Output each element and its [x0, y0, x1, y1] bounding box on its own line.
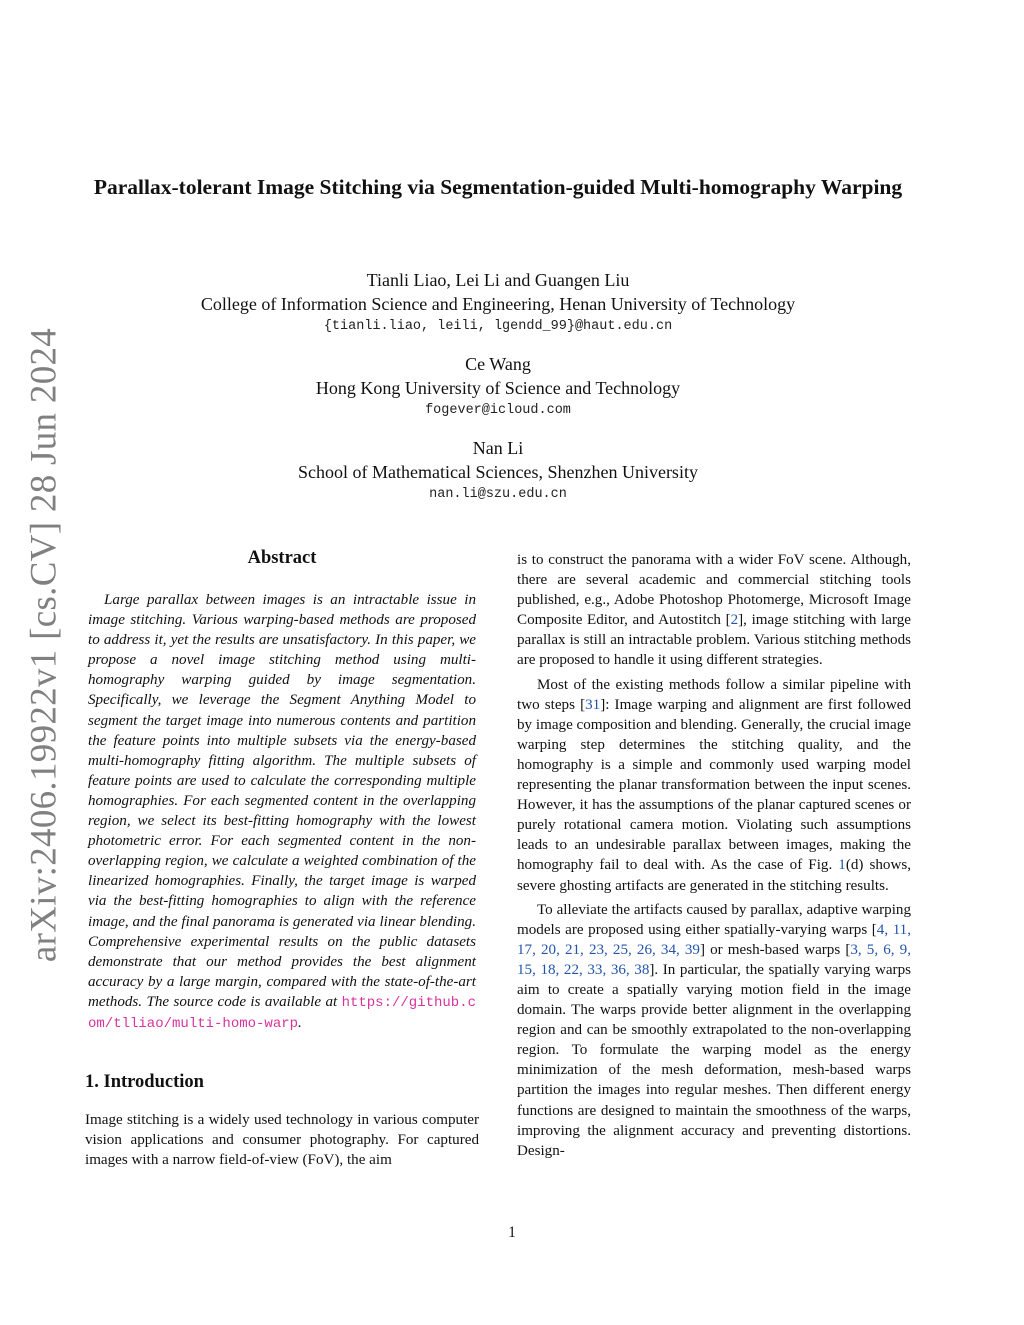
paper-title: Parallax-tolerant Image Stitching via Segmentation-guided Multi-homography Warping: [93, 175, 903, 199]
author-group-1: [90, 268, 906, 338]
intro-paragraph-3: [517, 900, 911, 1161]
author-email[interactable]: fogever@icloud.com: [425, 403, 571, 418]
intro-p3-a: To alleviate the artifacts caused by parallax, adaptive warping models are proposed using either spatially-varying warps [: [517, 901, 911, 938]
citation-list[interactable]: 3, 5, 6, 9, 15, 18, 22, 33, 36, 38: [517, 941, 911, 978]
author-group-3: [90, 436, 906, 506]
author-affiliation: School of Mathematical Sciences, Shenzhen University: [298, 462, 698, 482]
right-column: [517, 550, 911, 1161]
citation-link[interactable]: 31: [585, 696, 601, 713]
figure-link[interactable]: 1: [838, 857, 846, 874]
author-affiliation: College of Information Science and Engineering, Henan University of Technology: [200, 294, 796, 314]
intro-p3-b: ] or mesh-based warps [: [699, 941, 851, 958]
intro-paragraph-1: [85, 1110, 479, 1170]
section-heading-introduction: 1. Introduction: [85, 1072, 204, 1093]
abstract-heading: Abstract: [247, 548, 317, 568]
author-names: Tianli Liao, Lei Li and Guangen Liu: [366, 270, 630, 290]
author-names: Ce Wang: [465, 354, 531, 374]
abstract-body: Large parallax between images is an intractable issue in image stitching. Various warping-based methods are proposed to address it, yet the results are unsatisfactory. In this paper, we propose a novel image stitching method using multi-homography warping guided by image segmentation. Specifically, we leverage the Segment Anything Model to segment the target image into numerous contents and partition the feature points into multiple subsets via the energy-based multi-homography fitting algorithm. The multiple subsets of feature points are used to calculate the corresponding multiple homographies. For each segmented content in the overlapping region, we select its best-fitting homography with the lowest photometric error. For each segmented content in the non-overlapping region, we calculate a weighted combination of the linearized homographies. Finally, the target image is warped via the best-fitting homographies to align with the reference image, and the final panorama is generated via linear blending. Comprehensive experimental results on the public datasets demonstrate that our method provides the best alignment accuracy by a large margin, compared with the state-of-the-art methods. The source code is available at: [88, 592, 476, 1010]
intro-p1-text: Image stitching is a widely used technology in various computer vision applications and consumer photography. For captured images with a narrow field-of-view (FoV), the aim: [85, 1112, 479, 1169]
author-email[interactable]: nan.li@szu.edu.cn: [429, 487, 567, 502]
intro-paragraph-1-cont: [517, 550, 911, 671]
left-column: [85, 546, 479, 1170]
author-names: Nan Li: [472, 438, 524, 458]
intro-p1-end: ], image stitching with large parallax is still an intractable problem. Various stitching methods are proposed to handle it using different strategies.: [517, 612, 911, 669]
intro-p2-b: ]: Image warping and alignment are first followed by image composition and blending. Generally, the crucial image warping step determines the stitching quality, and the homography is a simple and commonly used warping model representing the planar transformation between the input scenes. However, it has the assumptions of the planar captured scenes or purely rotational camera motion. Violating such assumptions leads to an undesirable parallax between images, making the homography fail to deal with. As the case of Fig.: [517, 696, 911, 874]
intro-p2-a: Most of the existing methods follow a similar pipeline with two steps [: [517, 676, 911, 713]
citation-link[interactable]: 2: [730, 612, 739, 629]
intro-paragraph-2: [517, 675, 911, 896]
authors-block: [90, 268, 906, 520]
abstract-text: [85, 590, 479, 1034]
abstract-end: .: [298, 1014, 302, 1031]
intro-p3-c: ]. In particular, the spatially varying warps aim to create a spatially varying motion field in the image domain. The warps provide better alignment in the overlapping region and can be smoothly extrapolated to the non-overlapping region. To formulate the warping model as the energy minimization of the mesh deformation, mesh-based warps partition the images into regular meshes. Then different energy functions are designed to maintain the smoothness of the warps, improving the alignment accuracy and preventing distortions. Design-: [517, 961, 911, 1159]
author-email[interactable]: {tianli.liao, leili, lgendd_99}@haut.edu.cn: [323, 319, 673, 334]
page-number: 1: [508, 1224, 516, 1241]
intro-p1-cont-text: is to construct the panorama with a wider FoV scene. Although, there are several academic and commercial stitching tools published, e.g., Adobe Photoshop Photomerge, Microsoft Image Composite Editor, and Autostitch [: [517, 552, 911, 629]
source-code-link[interactable]: https://github.com/tlliao/multi-homo-warp: [88, 994, 476, 1032]
author-group-2: [90, 352, 906, 422]
author-affiliation: Hong Kong University of Science and Technology: [315, 378, 681, 398]
arxiv-stamp: arXiv:2406.19922v1 [cs.CV] 28 Jun 2024: [23, 327, 65, 963]
intro-p2-c: (d) shows, severe ghosting artifacts are generated in the stitching results.: [517, 857, 911, 894]
citation-list[interactable]: 4, 11, 17, 20, 21, 23, 25, 26, 34, 39: [517, 921, 911, 958]
